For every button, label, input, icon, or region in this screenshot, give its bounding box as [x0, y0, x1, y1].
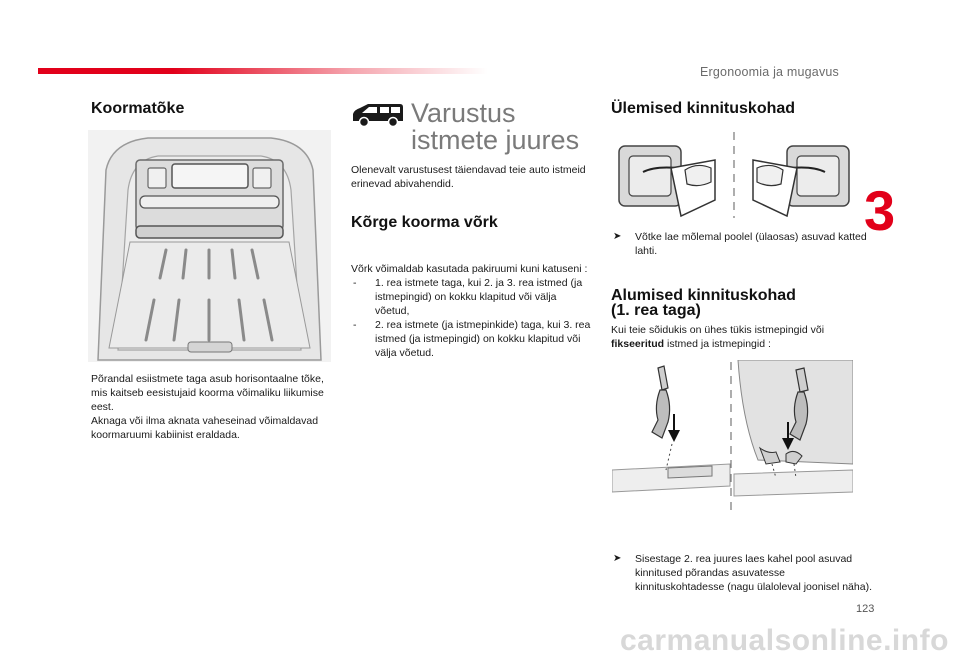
title-line-1: Varustus: [411, 98, 516, 128]
lower-anchor-illustration: [612, 360, 853, 518]
van-icon: [350, 102, 406, 128]
watermark-link[interactable]: carmanualsonline.info: [620, 624, 949, 657]
cargo-barrier-illustration: [88, 130, 331, 362]
heading-ulemised-kinnituskohad: Ülemised kinnituskohad: [611, 100, 796, 117]
arrow-bullet-icon: ➤: [613, 553, 622, 564]
section-title: Ergonoomia ja mugavus: [700, 65, 839, 79]
list-item: - 1. rea istmete taga, kui 2. ja 3. rea istmed (ja istmepingid) on kokku klapitud või välja võetud,: [351, 276, 591, 318]
equipment-intro: Olenevalt varustusest täiendavad teie auto istmeid erinevad abivahendid.: [351, 164, 586, 190]
barrier-description: Põrandal esiistmete taga asub horisontaalne tõke, mis kaitseb eesistujaid koorma võimaliku liikumise eest.: [91, 373, 324, 413]
chapter-number: 3: [864, 179, 896, 242]
page-main-title: [411, 100, 579, 154]
arrow-bullet-icon: ➤: [613, 231, 622, 242]
lower-anchor-intro: Kui teie sõidukis on ühes tükis istmepingid või fikseeritud istmed ja istmepingid :: [611, 324, 825, 350]
upper-anchor-instruction: ➤ Võtke lae mõlemal poolel (ülaosas) asuvad katted lahti.: [613, 231, 867, 257]
heading-koormatoke: Koormatõke: [91, 100, 185, 117]
emphasis-fikseeritud: fikseeritud: [611, 338, 665, 350]
heading-alumised-kinnituskohad: Alumised kinnituskohad (1. rea taga): [611, 287, 796, 319]
list-item: - 2. rea istmete (ja istmepinkide) taga, kui 3. rea istmed (ja istmepingid) on kokku klapitud või välja võetud.: [351, 318, 591, 360]
upper-anchor-illustration: [615, 130, 853, 220]
net-intro: Võrk võimaldab kasutada pakiruumi kuni katuseni :: [351, 263, 588, 275]
heading-korge-koorma-vork: Kõrge koorma võrk: [351, 214, 498, 231]
title-line-2: istmete juures: [411, 125, 580, 155]
header-accent-bar: [38, 68, 488, 74]
partition-description: Aknaga või ilma aknata vaheseinad võimaldavad koormaruumi kabiinist eraldada.: [91, 415, 319, 441]
page-number: 123: [856, 603, 875, 615]
lower-anchor-instruction: ➤ Sisestage 2. rea juures laes kahel pool asuvad kinnitused põrandas asuvatesse kinnituskohtadesse (nagu ülaloleval joonisel näha).: [613, 553, 872, 593]
